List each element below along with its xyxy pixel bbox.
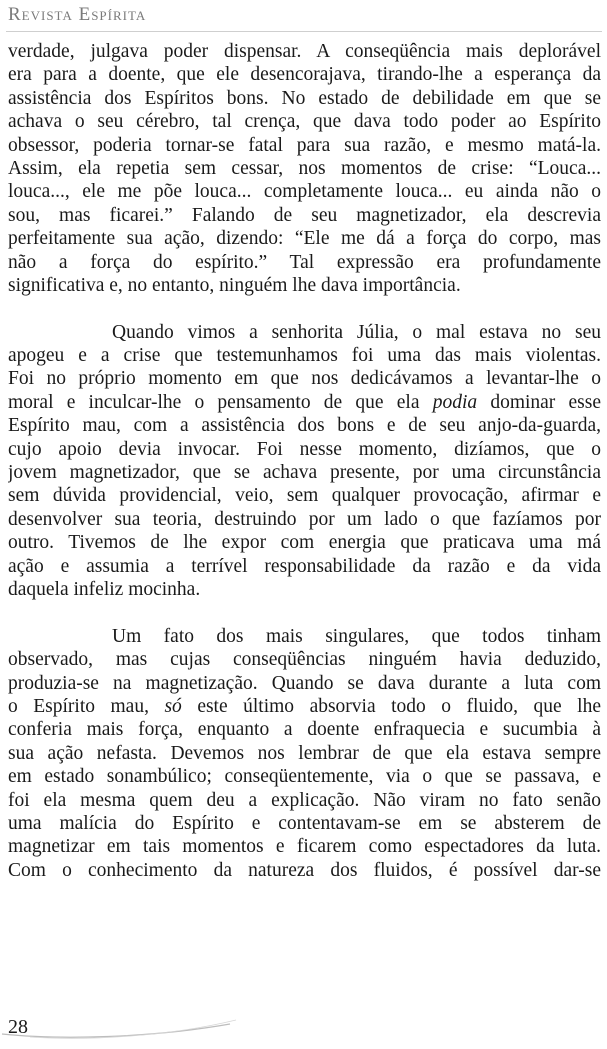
running-header: Revista Espírita	[8, 4, 147, 25]
text-line: Assim, ela repetia sem cessar, nos momentos de crise: “Louca...	[8, 157, 601, 179]
text-line: daquela infeliz mocinha.	[8, 578, 201, 600]
paragraph-gap	[8, 297, 601, 320]
text-line: louca..., ele me põe louca... completamente louca... eu ainda não o	[8, 181, 601, 203]
text-line: outro. Tivemos de lhe expor com energia que praticava uma má	[8, 532, 601, 554]
text-line: significativa e, no entanto, ninguém lhe dava importância.	[8, 274, 461, 296]
text-line: achava o seu cérebro, tal crença, que dava todo poder ao Espírito	[8, 111, 601, 133]
text-line-with-emphasis: moral e inculcar-lhe o pensamento de que ela podia dominar esse	[8, 391, 601, 413]
text-line: verdade, julgava poder dispensar. A conseqüência mais deplorável	[8, 41, 601, 62]
text-line: assistência dos Espíritos bons. No estado de debilidade em que se	[8, 87, 601, 109]
text-line: Um fato dos mais singulares, que todos tinham	[112, 625, 601, 647]
text-line: sua ação nefasta. Devemos nos lembrar de que ela estava sempre	[8, 742, 601, 764]
text-line: jovem magnetizador, que se achava presente, por uma circunstância	[8, 462, 601, 484]
text-line: foi ela mesma quem deu a explicação. Não viram no fato senão	[8, 789, 601, 811]
text-line: cujo apoio devia invocar. Foi nesse momento, dizíamos, que o	[8, 438, 601, 460]
text-line: desenvolver sua teoria, destruindo por um lado o que fazíamos por	[8, 508, 601, 530]
text-line: obsessor, poderia tornar-se fatal para sua razão, e mesmo matá-la.	[8, 134, 601, 156]
text-line: Espírito mau, com a assistência dos bons e de seu anjo-da-guarda,	[8, 415, 601, 437]
text-line: magnetizar em tais momentos e ficarem como espectadores da luta.	[8, 836, 601, 858]
header-rule	[6, 31, 602, 32]
footer-swoosh-ornament	[0, 1010, 240, 1040]
text-line: Com o conhecimento da natureza dos fluidos, é possível dar-se	[8, 859, 601, 881]
text-line: produzia-se na magnetização. Quando se dava durante a luta com	[8, 672, 601, 694]
text-line: uma malícia do Espírito e contentavam-se em se absterem de	[8, 812, 601, 834]
text-line: apogeu e a crise que testemunhamos foi uma das mais violentas.	[8, 345, 601, 367]
text-line-with-emphasis: o Espírito mau, só este último absorvia todo o fluido, que lhe	[8, 695, 601, 717]
text-line: sou, mas ficarei.” Falando de seu magnetizador, ela descrevia	[8, 204, 601, 226]
text-line: ação e assumia a terrível responsabilidade da razão e da vida	[8, 555, 601, 577]
text-line: sem dúvida providencial, veio, sem qualquer provocação, afirmar e	[8, 485, 601, 507]
body-text	[8, 40, 601, 882]
text-line: Quando vimos a senhorita Júlia, o mal estava no seu	[112, 321, 601, 343]
text-line: observado, mas cujas conseqüências ninguém havia deduzido,	[8, 649, 601, 671]
text-line: não a força do espírito.” Tal expressão era profundamente	[8, 251, 601, 273]
paragraph-1	[8, 40, 601, 297]
emphasis-word: podia	[432, 391, 478, 413]
paragraph-3	[8, 625, 601, 882]
paragraph-gap	[8, 601, 601, 624]
emphasis-word: só	[164, 695, 182, 717]
page-number: 28	[8, 1016, 28, 1038]
paragraph-2	[8, 321, 601, 602]
text-line: conferia mais força, enquanto a doente enfraquecia e sucumbia à	[8, 719, 601, 741]
text-line: era para a doente, que ele desencorajava, tirando-lhe a esperança da	[8, 64, 601, 86]
text-line: perfeitamente sua ação, dizendo: “Ele me dá a força do corpo, mas	[8, 228, 601, 250]
text-line: Foi no próprio momento em que nos dedicávamos a levantar-lhe o	[8, 368, 601, 390]
text-line: em estado sonambúlico; conseqüentemente, via o que se passava, e	[8, 766, 601, 788]
